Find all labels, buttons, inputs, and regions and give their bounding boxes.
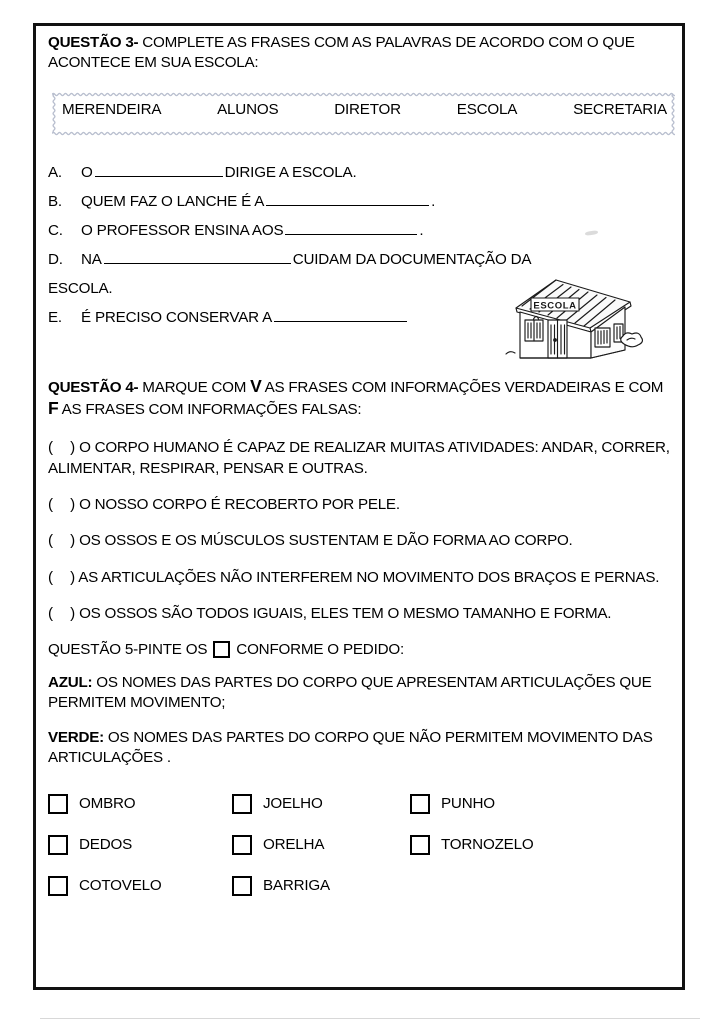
checkbox-icon[interactable] xyxy=(410,835,430,855)
checkbox-label: DEDOS xyxy=(79,836,133,854)
item-text-before: O PROFESSOR ENSINA AOS xyxy=(81,222,284,239)
answer-blank-b[interactable] xyxy=(266,205,429,206)
question-5-section xyxy=(48,641,676,906)
word-bank-wave-top xyxy=(52,92,675,97)
word-bank-item: ALUNOS xyxy=(217,101,279,118)
checkbox-icon[interactable] xyxy=(232,835,252,855)
item-letter: B. xyxy=(48,193,62,210)
true-false-item xyxy=(48,603,676,624)
color-rule-text: OS NOMES DAS PARTES DO CORPO QUE NÃO PERMITEM MOVIMENTO DAS ARTICULAÇÕES . xyxy=(48,728,653,766)
statement-text: AS ARTICULAÇÕES NÃO INTERFEREM NO MOVIMENTO DOS BRAÇOS E PERNAS. xyxy=(78,568,660,586)
svg-text:ESCOLA: ESCOLA xyxy=(533,300,577,312)
checkbox-row xyxy=(48,824,676,865)
question-5-prompt-before: PINTE OS xyxy=(138,640,208,658)
statement-text: O CORPO HUMANO É CAPAZ DE REALIZAR MUITAS ATIVIDADES: ANDAR, CORRER, ALIMENTAR, RESPIRAR, PENSAR E OUTRAS. xyxy=(48,439,670,477)
checkbox-label: JOELHO xyxy=(263,795,323,813)
word-bank-wave-right xyxy=(671,94,675,134)
question-5-heading xyxy=(48,641,676,658)
true-false-item xyxy=(48,567,676,588)
item-text-after: . xyxy=(431,193,436,210)
answer-paren-open[interactable]: ( xyxy=(48,439,54,456)
answer-blank-d[interactable] xyxy=(104,263,291,264)
checkbox-item-ombro[interactable] xyxy=(48,794,232,814)
question-3-heading xyxy=(48,33,676,73)
body-parts-checkbox-grid xyxy=(48,783,676,906)
answer-paren-close: ) xyxy=(70,568,76,586)
checkbox-item-barriga[interactable] xyxy=(232,876,410,896)
item-text-before: QUEM FAZ O LANCHE É A xyxy=(81,193,265,210)
item-letter: A. xyxy=(48,164,62,181)
answer-blank-e[interactable] xyxy=(274,321,407,322)
question-4-heading xyxy=(48,376,676,420)
checkbox-label: ORELHA xyxy=(263,836,325,854)
question-5-label: QUESTÃO 5- xyxy=(48,640,138,658)
fill-in-item-d xyxy=(48,245,676,274)
color-rule-key: AZUL: xyxy=(48,673,93,691)
true-false-item xyxy=(48,437,676,479)
answer-blank-a[interactable] xyxy=(95,176,223,177)
item-text-before: O xyxy=(81,164,93,181)
fill-in-item-d-continuation: ESCOLA. xyxy=(48,280,113,297)
word-bank-item: MERENDEIRA xyxy=(62,101,162,118)
item-text-after: . xyxy=(419,222,424,239)
checkbox-icon[interactable] xyxy=(48,876,68,896)
word-bank-item: ESCOLA xyxy=(456,101,518,118)
checkbox-label: COTOVELO xyxy=(79,877,162,895)
item-text-after: CUIDAM DA DOCUMENTAÇÃO DA xyxy=(292,251,532,268)
word-bank-wave-bottom xyxy=(52,131,675,136)
question-3-fill-in-list xyxy=(48,158,676,332)
item-text-before: NA xyxy=(81,251,102,268)
question-3-prompt: COMPLETE AS FRASES COM AS PALAVRAS DE ACORDO COM O QUE ACONTECE EM SUA ESCOLA: xyxy=(48,34,635,71)
answer-paren-open[interactable]: ( xyxy=(48,532,54,550)
checkbox-icon[interactable] xyxy=(232,794,252,814)
question-4-prompt-part1: MARQUE COM xyxy=(138,379,251,396)
item-letter: D. xyxy=(48,251,63,268)
item-text-before: É PRECISO CONSERVAR A xyxy=(81,309,273,326)
item-letter: E. xyxy=(48,309,62,326)
checkbox-item-joelho[interactable] xyxy=(232,794,410,814)
checkbox-label: PUNHO xyxy=(441,795,495,813)
answer-paren-open[interactable]: ( xyxy=(48,604,54,622)
true-false-item xyxy=(48,494,676,515)
question-4-prompt-part3: AS FRASES COM INFORMAÇÕES FALSAS: xyxy=(58,401,362,418)
fill-in-item-b xyxy=(48,187,676,216)
question-4-section xyxy=(48,376,676,624)
question-5-prompt-after: CONFORME O PEDIDO: xyxy=(236,640,404,658)
checkbox-icon[interactable] xyxy=(410,794,430,814)
checkbox-item-punho[interactable] xyxy=(410,794,590,814)
checkbox-item-orelha[interactable] xyxy=(232,835,410,855)
word-bank-item: DIRETOR xyxy=(334,101,401,118)
item-letter: C. xyxy=(48,222,63,239)
scan-artifact-line xyxy=(40,1018,700,1019)
checkbox-row xyxy=(48,783,676,824)
statement-text: OS OSSOS E OS MÚSCULOS SUSTENTAM E DÃO FORMA AO CORPO. xyxy=(79,532,573,550)
false-mark-letter: F xyxy=(48,398,59,418)
answer-blank-c[interactable] xyxy=(285,234,417,235)
color-rule-blue xyxy=(48,673,676,713)
school-building-illustration xyxy=(498,276,643,364)
page-border-frame xyxy=(33,23,685,990)
question-3-label: QUESTÃO 3- xyxy=(48,34,139,51)
fill-in-item-c xyxy=(48,216,676,245)
checkbox-label: TORNOZELO xyxy=(441,836,534,854)
question-4-prompt-part2: AS FRASES COM INFORMAÇÕES VERDADEIRAS E COM xyxy=(261,379,664,396)
color-rule-text: OS NOMES DAS PARTES DO CORPO QUE APRESENTAM ARTICULAÇÕES QUE PERMITEM MOVIMENTO; xyxy=(48,673,652,711)
true-false-item xyxy=(48,530,676,551)
question-3-section xyxy=(48,33,676,332)
checkbox-icon[interactable] xyxy=(48,835,68,855)
paint-box-icon xyxy=(213,641,230,658)
color-rule-green xyxy=(48,728,676,768)
checkbox-label: BARRIGA xyxy=(263,877,330,895)
checkbox-icon[interactable] xyxy=(48,794,68,814)
answer-paren-open[interactable]: ( xyxy=(48,568,54,586)
answer-paren-close: ) xyxy=(70,439,76,456)
answer-paren-close: ) xyxy=(70,604,76,622)
word-bank-box xyxy=(52,92,675,136)
statement-text: OS OSSOS SÃO TODOS IGUAIS, ELES TEM O MESMO TAMANHO E FORMA. xyxy=(79,604,612,622)
question-4-label: QUESTÃO 4- xyxy=(48,379,139,396)
word-bank-wave-left xyxy=(52,94,56,134)
word-bank-word-list xyxy=(62,101,667,118)
true-false-statement-list xyxy=(48,437,676,624)
answer-paren-close: ) xyxy=(70,496,76,514)
fill-in-item-a xyxy=(48,158,676,187)
checkbox-row xyxy=(48,865,676,906)
color-rule-key: VERDE: xyxy=(48,728,104,746)
item-text-after: DIRIGE A ESCOLA. xyxy=(224,164,357,181)
statement-text: O NOSSO CORPO É RECOBERTO POR PELE. xyxy=(79,496,400,514)
checkbox-item-cotovelo[interactable] xyxy=(48,876,232,896)
checkbox-icon[interactable] xyxy=(232,876,252,896)
worksheet-content xyxy=(48,33,676,906)
checkbox-item-tornozelo[interactable] xyxy=(410,835,590,855)
checkbox-item-dedos[interactable] xyxy=(48,835,232,855)
word-bank-item: SECRETARIA xyxy=(573,101,667,118)
answer-paren-close: ) xyxy=(70,532,76,550)
true-mark-letter: V xyxy=(250,376,262,396)
checkbox-label: OMBRO xyxy=(79,795,136,813)
answer-paren-open[interactable]: ( xyxy=(48,496,54,514)
